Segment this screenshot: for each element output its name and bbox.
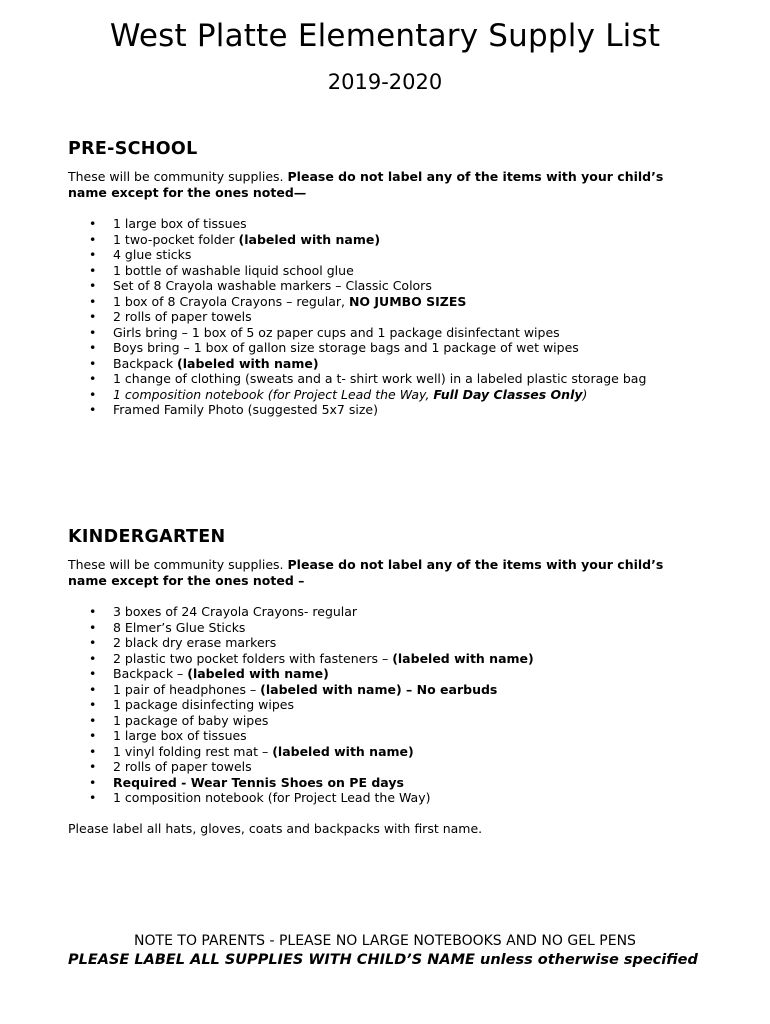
- list-item: • 2 black dry erase markers: [68, 635, 688, 651]
- page-title: West Platte Elementary Supply List: [109, 18, 661, 54]
- list-item: • Set of 8 Crayola washable markers – Classic Colors: [68, 278, 688, 294]
- list-item: • 1 change of clothing (sweats and a t- shirt work well) in a labeled plastic storage bag: [68, 371, 688, 387]
- list-item: • 1 large box of tissues: [68, 728, 688, 744]
- list-item: • Required - Wear Tennis Shoes on PE days: [68, 775, 688, 791]
- list-item: • 2 rolls of paper towels: [68, 759, 688, 775]
- kindergarten-intro-plain: These will be community supplies.: [68, 557, 288, 572]
- kindergarten-intro: [68, 557, 688, 589]
- list-item: • 1 package disinfecting wipes: [68, 697, 688, 713]
- preschool-intro-bold: Please do not label any of the items with your child’s name except for the ones noted—: [68, 169, 664, 200]
- school-year: 2019-2020: [327, 70, 443, 94]
- preschool-section: [68, 139, 688, 418]
- list-item: • Boys bring – 1 box of gallon size storage bags and 1 package of wet wipes: [68, 340, 688, 356]
- list-item: • 1 package of baby wipes: [68, 713, 688, 729]
- list-item: • 1 large box of tissues: [68, 216, 688, 232]
- list-item: • 1 two-pocket folder (labeled with name): [68, 232, 688, 248]
- preschool-supply-list: [68, 216, 688, 418]
- list-item: • 8 Elmer’s Glue Sticks: [68, 620, 688, 636]
- preschool-intro: [68, 169, 688, 201]
- list-item: • 3 boxes of 24 Crayola Crayons- regular: [68, 604, 688, 620]
- list-item: • 2 plastic two pocket folders with fasteners – (labeled with name): [68, 651, 688, 667]
- note-to-parents: NOTE TO PARENTS - PLEASE NO LARGE NOTEBOOKS AND NO GEL PENS: [134, 933, 636, 949]
- list-item: • 4 glue sticks: [68, 247, 688, 263]
- list-item: • Backpack (labeled with name): [68, 356, 688, 372]
- list-item: • 1 composition notebook (for Project Lead the Way): [68, 790, 688, 806]
- label-clothing-note: Please label all hats, gloves, coats and backpacks with first name.: [68, 820, 483, 836]
- list-item: • Backpack – (labeled with name): [68, 666, 688, 682]
- list-item: • 1 vinyl folding rest mat – (labeled with name): [68, 744, 688, 760]
- list-item: • Girls bring – 1 box of 5 oz paper cups and 1 package disinfectant wipes: [68, 325, 688, 341]
- kindergarten-intro-bold: Please do not label any of the items with your child’s name except for the ones noted –: [68, 557, 664, 588]
- kindergarten-supply-list: [68, 604, 688, 806]
- preschool-heading: PRE-SCHOOL: [68, 139, 198, 159]
- list-item: • 2 rolls of paper towels: [68, 309, 688, 325]
- label-supplies-note: PLEASE LABEL ALL SUPPLIES WITH CHILD’S NAME unless otherwise specified: [68, 952, 698, 968]
- list-item: • Framed Family Photo (suggested 5x7 size): [68, 402, 688, 418]
- list-item: • 1 bottle of washable liquid school glue: [68, 263, 688, 279]
- list-item: • 1 box of 8 Crayola Crayons – regular, NO JUMBO SIZES: [68, 294, 688, 310]
- list-item: • 1 pair of headphones – (labeled with name) – No earbuds: [68, 682, 688, 698]
- kindergarten-section: [68, 527, 688, 836]
- list-item: • 1 composition notebook (for Project Lead the Way, Full Day Classes Only): [68, 387, 688, 403]
- kindergarten-heading: KINDERGARTEN: [68, 527, 226, 547]
- preschool-intro-plain: These will be community supplies.: [68, 169, 288, 184]
